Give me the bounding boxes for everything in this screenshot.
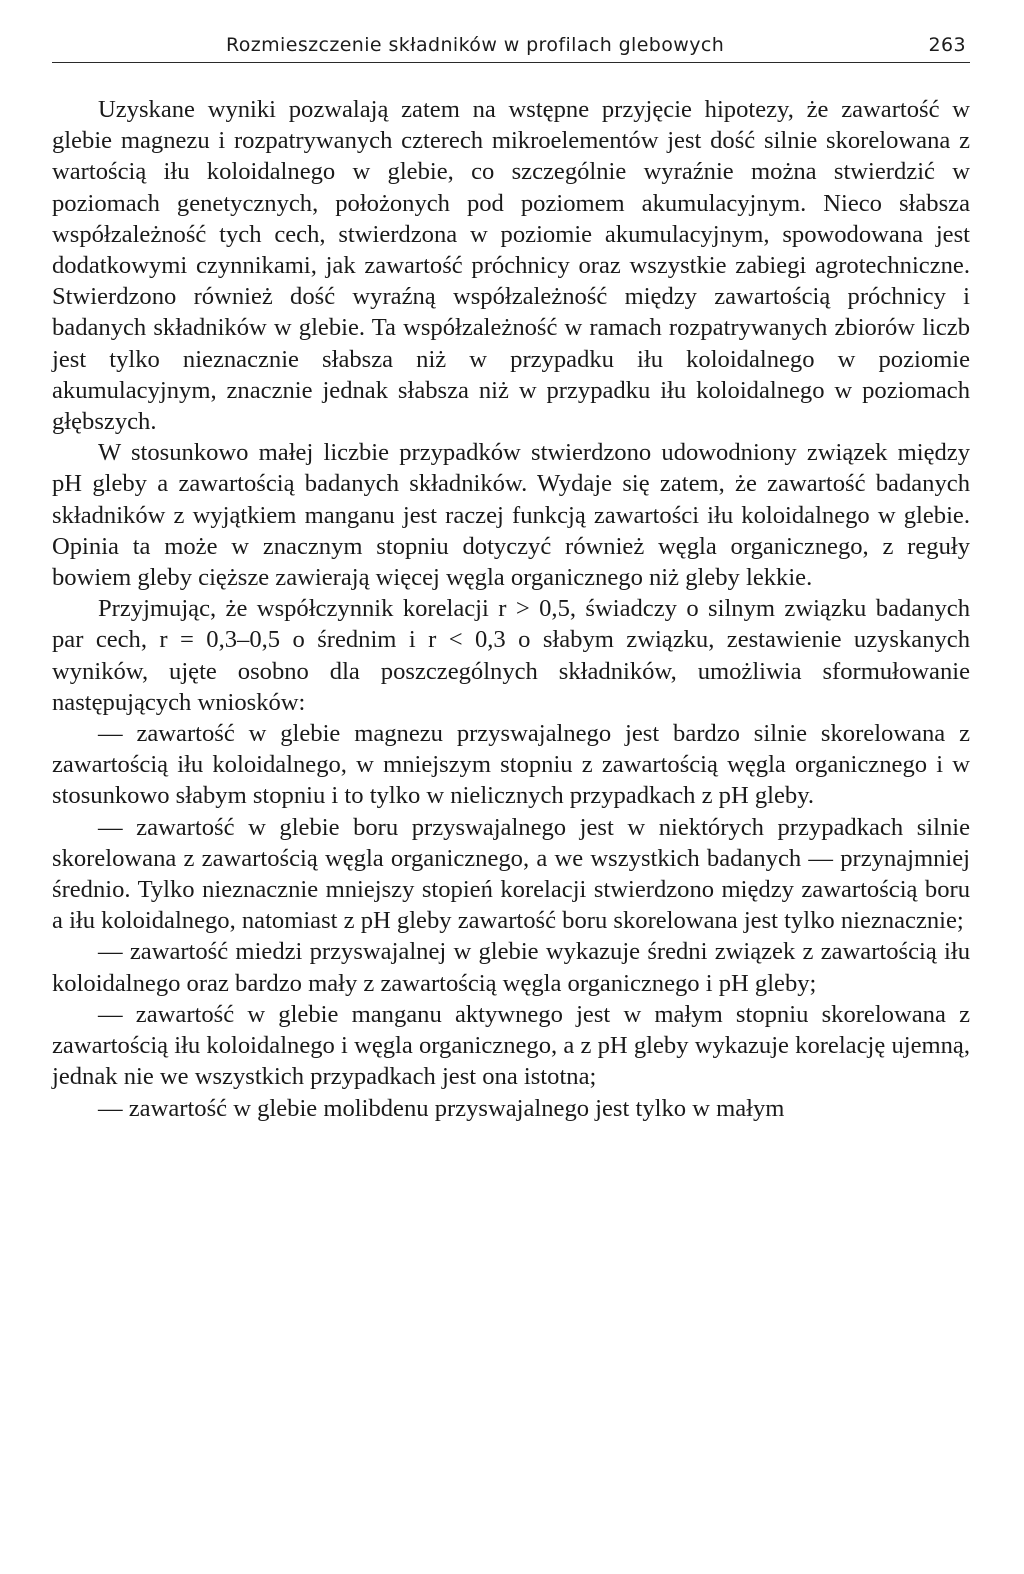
document-page — [52, 28, 970, 1124]
page-number: 263 — [928, 34, 966, 56]
body-text — [52, 94, 970, 1124]
conclusion-boron: — zawartość w glebie boru przyswajalnego jest w niektórych przypadkach silnie skorelowana z zawartością węgla organicznego, a we wszystkich badanych — przynajmniej średnio. Tylko nieznacznie mniejszy stopień korelacji stwierdzono między zawartością boru a iłu koloidalnego, natomiast z pH gleby zawartość boru skorelowana jest tylko nieznacznie; — [52, 813, 970, 935]
paragraph-correlation-criteria: Przyjmując, że współczynnik korelacji r > 0,5, świadczy o silnym związku badanych par cech, r = 0,3–0,5 o średnim i r < 0,3 o słabym związku, zestawienie uzyskanych wyników, ujęte osobno dla poszczególnych składników, umożliwia sformułowanie następujących wniosków: — [52, 595, 970, 716]
conclusion-copper: — zawartość miedzi przyswajalnej w glebie wykazuje średni związek z zawartością iłu koloidalnego oraz bardzo mały z zawartością węgla organicznego i pH gleby; — [52, 938, 970, 997]
conclusion-manganese: — zawartość w glebie manganu aktywnego jest w małym stopniu skorelowana z zawartością iłu koloidalnego i węgla organicznego, a z pH gleby wykazuje korelację ujemną, jednak nie we wszystkich przypadkach jest ona istotna; — [52, 1000, 970, 1091]
header-divider — [52, 62, 970, 63]
running-title: Rozmieszczenie składników w profilach glebowych — [226, 34, 725, 56]
running-header — [52, 28, 970, 62]
paragraph-hypothesis: Uzyskane wyniki pozwalają zatem na wstępne przyjęcie hipotezy, że zawartość w glebie magnezu i rozpatrywanych czterech mikroelementów jest dość silnie skorelowana z wartością iłu koloidalnego w glebie, co szczególnie wyraźnie można stwierdzić w poziomach genetycznych, położonych pod poziomem akumulacyjnym. Nieco słabsza współzależność tych cech, stwierdzona w poziomie akumulacyjnym, spowodowana jest dodatkowymi czynnikami, jak zawartość próchnicy oraz wszystkie zabiegi agrotechniczne. Stwierdzono również dość wyraźną współzależność między zawartością próchnicy i badanych składników w glebie. Ta współzależność w ramach rozpatrywanych zbiorów liczb jest tylko nieznacznie słabsza niż w przypadku iłu koloidalnego w poziomie akumulacyjnym, znacznie jednak słabsza niż w przypadku iłu koloidalnego w poziomach głębszych. — [52, 96, 970, 436]
paragraph-ph-relationship: W stosunkowo małej liczbie przypadków stwierdzono udowodniony związek między pH gleby a zawartością badanych składników. Wydaje się zatem, że zawartość badanych składników z wyjątkiem manganu jest raczej funkcją zawartości iłu koloidalnego w glebie. Opinia ta może w znacznym stopniu dotyczyć również węgla organicznego, z reguły bowiem gleby cięższe zawierają więcej węgla organicznego niż gleby lekkie. — [52, 439, 970, 592]
conclusion-magnesium: — zawartość w glebie magnezu przyswajalnego jest bardzo silnie skorelowana z zawartością iłu koloidalnego, w mniejszym stopniu z zawartością węgla organicznego i w stosunkowo słabym stopniu i to tylko w nielicznych przypadkach z pH gleby. — [52, 720, 970, 810]
conclusion-molybdenum: — zawartość w glebie molibdenu przyswajalnego jest tylko w małym — [98, 1094, 785, 1122]
